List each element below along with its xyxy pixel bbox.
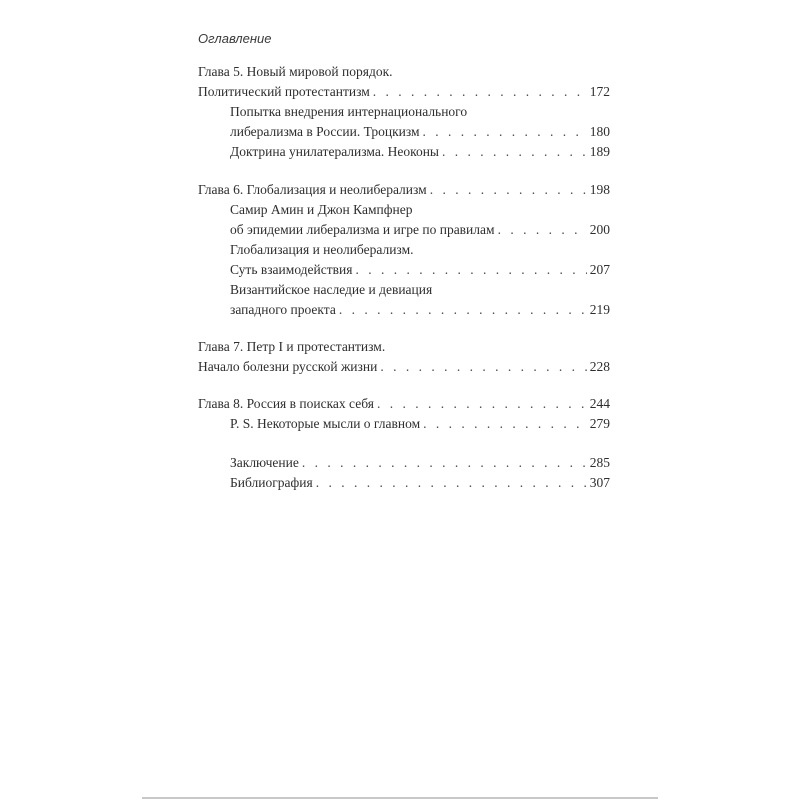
toc-entry-western-project[interactable]: западного проекта . . . 219 bbox=[230, 300, 610, 320]
dot-leader bbox=[339, 300, 587, 320]
toc-entry-trotskyism[interactable]: либерализма в России. Троцкизм . . . 180 bbox=[230, 122, 610, 142]
toc-entry-unilateralism[interactable]: Доктрина унилатерализма. Неоконы . . . 189 bbox=[230, 142, 610, 162]
page-title: Оглавление bbox=[198, 31, 272, 46]
page-number: 189 bbox=[589, 144, 610, 159]
dot-leader bbox=[316, 473, 587, 493]
page-number: 279 bbox=[589, 416, 610, 431]
toc-section-title: Самир Амин и Джон Кампфнер bbox=[230, 202, 413, 217]
dot-leader bbox=[430, 180, 587, 200]
dot-leader bbox=[380, 357, 586, 377]
dot-leader bbox=[302, 453, 587, 473]
toc-entry-postscript[interactable]: P. S. Некоторые мысли о главном . . . 279 bbox=[230, 414, 610, 434]
toc-entry-amin-kampfner[interactable]: об эпидемии либерализма и игре по правилам . . . 200 bbox=[230, 220, 610, 240]
dot-leader bbox=[355, 260, 586, 280]
dot-leader bbox=[442, 142, 587, 162]
toc-entry-chapter-8[interactable]: Глава 8. Россия в поисках себя . . . 244 bbox=[198, 394, 610, 414]
toc-chapter-7-title: Глава 7. Петр I и протестантизм. bbox=[198, 339, 386, 354]
page-number: 285 bbox=[589, 455, 610, 470]
page-number: 180 bbox=[589, 124, 610, 139]
dot-leader bbox=[423, 122, 587, 142]
page-number: 228 bbox=[589, 359, 610, 374]
toc-entry-chapter-5[interactable]: Политический протестантизм . . . 172 bbox=[198, 82, 610, 102]
toc-section-title: Глобализация и неолиберализм. bbox=[230, 242, 414, 257]
page-number: 207 bbox=[589, 262, 610, 277]
toc-chapter-5-title: Глава 5. Новый мировой порядок. bbox=[198, 64, 393, 79]
dot-leader bbox=[498, 220, 587, 240]
toc-entry-interaction[interactable]: Суть взаимодействия . . . 207 bbox=[230, 260, 610, 280]
page-number: 307 bbox=[589, 475, 610, 490]
toc-section-title: Византийское наследие и девиация bbox=[230, 282, 433, 297]
toc-section-title: Попытка внедрения интернационального bbox=[230, 104, 468, 119]
page-number: 219 bbox=[589, 302, 610, 317]
page-number: 172 bbox=[589, 84, 610, 99]
page-bottom-rule bbox=[142, 797, 658, 799]
toc-entry-bibliography[interactable]: Библиография . . . 307 bbox=[230, 473, 610, 493]
toc-entry-chapter-6[interactable]: Глава 6. Глобализация и неолиберализм . . . 198 bbox=[198, 180, 610, 200]
toc-entry-chapter-7[interactable]: Начало болезни русской жизни . . . 228 bbox=[198, 357, 610, 377]
dot-leader bbox=[377, 394, 587, 414]
page-number: 200 bbox=[589, 222, 610, 237]
toc-entry-conclusion[interactable]: Заключение . . . 285 bbox=[230, 453, 610, 473]
page-number: 198 bbox=[589, 182, 610, 197]
dot-leader bbox=[373, 82, 587, 102]
dot-leader bbox=[423, 414, 587, 434]
page-number: 244 bbox=[589, 396, 610, 411]
